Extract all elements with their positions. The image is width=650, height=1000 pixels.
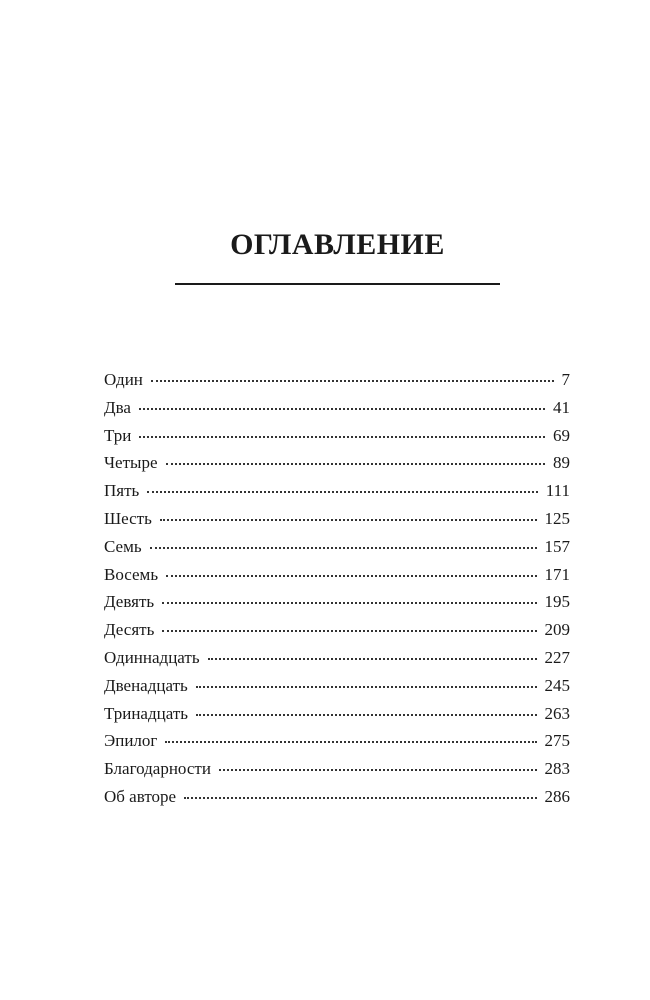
title-underline [175,283,500,285]
dot-leader [165,741,536,743]
dot-leader [184,797,536,799]
toc-entry-label: Один [104,370,143,389]
toc-entry-page: 157 [544,536,570,556]
toc-entry-page: 41 [553,397,570,417]
toc-entry-page: 286 [544,786,570,806]
toc-entry[interactable] [104,588,570,616]
toc-entry-page: 111 [545,481,570,501]
toc-entry[interactable] [104,561,570,589]
toc-entry-page: 245 [544,675,570,695]
toc-entry-label: Десять [104,620,155,640]
dot-leader [139,436,545,438]
toc-entry[interactable] [104,449,570,477]
toc-entry-label: Одиннадцать [104,647,200,667]
toc-entry[interactable] [104,422,570,450]
toc-entry-page: 171 [544,564,570,584]
dot-leader [166,575,536,577]
toc-entry-label: Восемь [104,564,159,584]
dot-leader [162,602,536,604]
toc-entry-label: Шесть [104,508,152,528]
toc-entry-page: 263 [544,703,570,723]
toc-entry-page: 195 [544,592,570,612]
toc-entry[interactable] [104,533,570,561]
dot-leader [160,519,537,521]
toc-entry-page: 125 [544,508,570,528]
toc-entry-page: 209 [544,620,570,640]
toc-entry[interactable] [104,783,570,811]
toc-entry-label: Об авторе [104,786,177,806]
toc-entry-label: Два [104,397,131,417]
toc-entry-label: Семь [104,536,142,556]
dot-leader [162,630,536,632]
dot-leader [196,686,537,688]
dot-leader [150,547,537,549]
toc-entry[interactable] [104,616,570,644]
toc-entry-label: Пять [104,481,140,501]
toc-entry[interactable] [104,672,570,700]
toc-entry[interactable] [104,477,570,505]
toc-entry-page: 283 [544,759,570,779]
toc-entry-page: 7 [561,370,570,389]
dot-leader [166,463,546,465]
toc-entry-label: Три [104,425,132,445]
toc-entry[interactable] [104,505,570,533]
toc-entry-page: 89 [553,453,570,473]
toc-entry[interactable] [104,644,570,672]
page-title: ОГЛАВЛЕНИЕ [230,228,445,261]
dot-leader [219,769,537,771]
toc-entry-label: Эпилог [104,731,158,751]
toc-list [104,366,570,811]
toc-entry-label: Благодарности [104,759,211,779]
dot-leader [196,714,536,716]
toc-entry-label: Тринадцать [104,703,189,723]
dot-leader [151,380,554,382]
toc-entry[interactable] [104,700,570,728]
dot-leader [139,408,545,410]
toc-entry[interactable] [104,755,570,783]
toc-entry-label: Четыре [104,453,158,473]
toc-entry-page: 275 [544,731,570,751]
dot-leader [147,491,537,493]
toc-entry-label: Девять [104,592,155,612]
toc-entry[interactable] [104,727,570,755]
toc-entry-label: Двенадцать [104,675,188,695]
dot-leader [208,658,537,660]
toc-entry[interactable] [104,366,570,394]
toc-entry-page: 69 [553,425,570,445]
toc-entry[interactable] [104,394,570,422]
toc-entry-page: 227 [544,647,570,667]
